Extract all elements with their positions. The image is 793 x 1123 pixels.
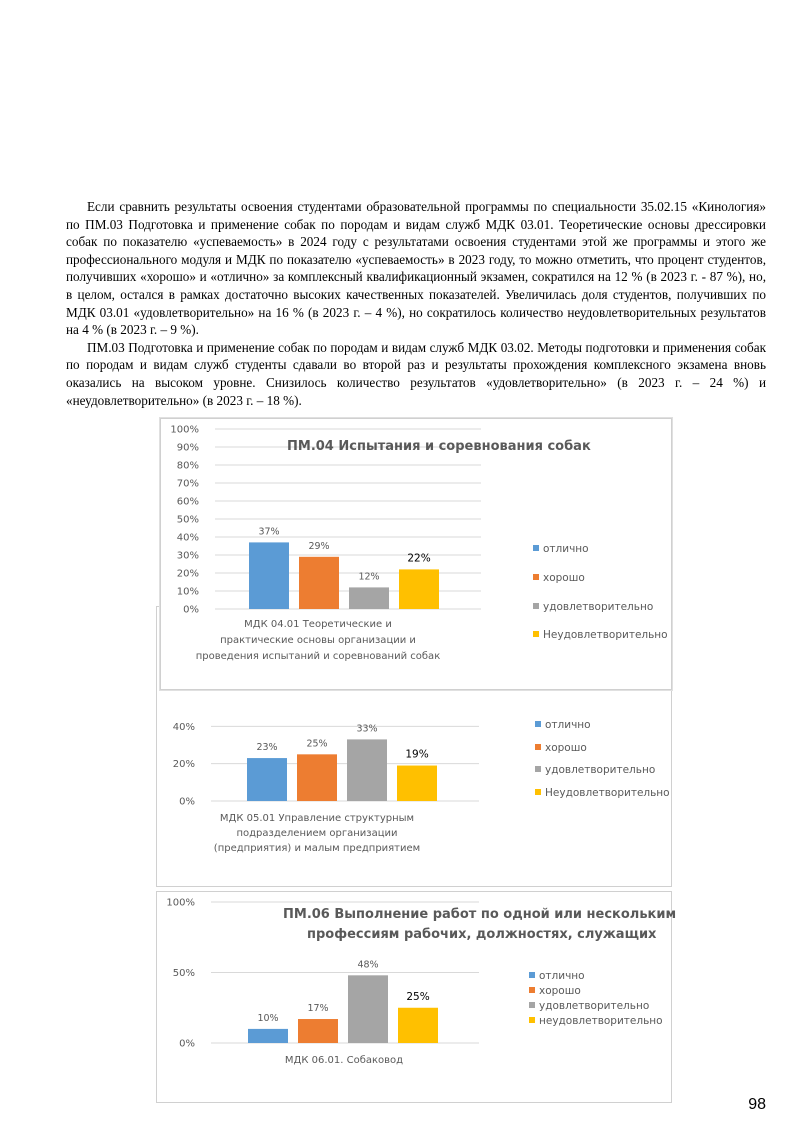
bar-4	[398, 1008, 438, 1043]
legend-swatch	[533, 545, 539, 551]
bar-1	[249, 542, 289, 609]
legend-swatch	[533, 603, 539, 609]
y-tick-label: 90%	[176, 442, 199, 454]
category-label: МДК 05.01 Управление структурным	[219, 813, 415, 824]
legend-label: неудовлетворительно	[539, 1015, 663, 1027]
y-tick-label: 20%	[172, 759, 195, 771]
y-tick-label: 10%	[176, 586, 199, 598]
bar-2	[299, 557, 339, 609]
bar-2	[298, 1019, 338, 1043]
legend-swatch	[533, 631, 539, 637]
bar-3	[349, 587, 389, 609]
chart-title: профессиям рабочих, должностях, служащих	[307, 927, 657, 942]
bar-2	[297, 754, 337, 801]
legend-label: отлично	[545, 719, 591, 731]
y-tick-label: 80%	[176, 460, 199, 472]
legend-swatch	[529, 972, 535, 978]
data-label: 10%	[257, 1012, 279, 1024]
legend-label: Неудовлетворительно	[543, 629, 668, 641]
data-label: 29%	[308, 540, 330, 552]
chart-pm04-svg	[161, 419, 671, 689]
data-label: 19%	[405, 748, 429, 761]
legend-swatch	[533, 574, 539, 580]
y-tick-label: 60%	[176, 496, 199, 508]
y-tick-label: 50%	[176, 514, 199, 526]
category-label: МДК 06.01. Собаковод	[284, 1055, 404, 1066]
y-tick-label: 100%	[166, 897, 195, 909]
chart-pm06-svg	[157, 892, 677, 1102]
y-tick-label: 40%	[172, 721, 195, 733]
paragraph: Если сравнить результаты освоения студентами образовательной программы по специальности 35.02.15 «Кинология» по ПМ.03 Подготовка и применение собак по породам и видам служб МДК 03.01. Теоретические основы дрессировки собак по показателю «успеваемость» в 2024 году с результатами освоения студентами этой же программы и этого же профессионального модуля и МДК по показателю «успеваемость» в 2023 году, то можно отметить, что процент студентов, получивших «хорошо» и «отлично» за комплексный квалификационный экзамен, сократился на 12 % (в 2023 г. - 87 %), но, в целом, остался в рамках достаточно высоких качественных показателей. Увеличилась доля студентов, получивших по МДК 03.01 «удовлетворительно» на 16 % (в 2023 г. – 4 %), но сократилось количество неудовлетворительных результатов на 4 % (в 2023 г. – 9 %).	[66, 199, 766, 338]
data-label: 48%	[357, 959, 379, 971]
y-tick-label: 70%	[176, 478, 199, 490]
bar-1	[247, 758, 287, 801]
body-text	[66, 198, 766, 409]
paragraph: ПМ.03 Подготовка и применение собак по породам и видам служб МДК 03.02. Методы подготовки и применения собак по породам и видам служб студенты сдавали во второй раз и результаты прохождения комплексного экзамена вновь оказались на высоком уровне. Снизилось количество результатов «удовлетворительно» (в 2023 г. – 24 %) и «неудовлетворительно» (в 2023 г. – 18 %).	[66, 339, 766, 408]
page-number: 98	[748, 1096, 766, 1113]
data-label: 22%	[407, 552, 431, 565]
data-label: 12%	[358, 571, 380, 583]
legend-label: удовлетворительно	[539, 1000, 650, 1012]
data-label: 17%	[307, 1003, 329, 1015]
legend-swatch	[529, 987, 535, 993]
y-tick-label: 0%	[179, 796, 195, 808]
bar-1	[248, 1029, 288, 1043]
y-tick-label: 100%	[170, 424, 199, 436]
y-tick-label: 40%	[176, 532, 199, 544]
category-label: подразделением организации	[236, 828, 398, 839]
y-tick-label: 0%	[179, 1038, 195, 1050]
legend-label: отлично	[539, 970, 585, 982]
data-label: 25%	[406, 990, 430, 1003]
bar-4	[399, 569, 439, 609]
bar-4	[397, 766, 437, 801]
chart-pm06	[156, 891, 677, 1103]
legend-swatch	[529, 1002, 535, 1008]
y-tick-label: 50%	[172, 968, 195, 979]
legend-label: хорошо	[545, 742, 587, 754]
legend-swatch	[529, 1017, 535, 1023]
data-label: 23%	[256, 742, 278, 754]
y-tick-label: 20%	[176, 568, 199, 580]
chart-title: ПМ.04 Испытания и соревнования собак	[287, 439, 591, 454]
legend-label: Неудовлетворительно	[545, 787, 670, 799]
data-label: 25%	[306, 738, 328, 750]
bar-3	[348, 975, 388, 1043]
category-label: проведения испытаний и соревнований собак	[195, 651, 441, 662]
data-label: 37%	[258, 526, 280, 538]
legend-label: отлично	[543, 543, 589, 555]
chart-pm04	[160, 418, 672, 690]
chart-title: ПМ.06 Выполнение работ по одной или нескольким	[283, 907, 677, 922]
category-label: практические основы организации и	[220, 635, 416, 646]
legend-label: хорошо	[543, 572, 585, 584]
bar-3	[347, 739, 387, 801]
legend-swatch	[535, 789, 541, 795]
category-label: МДК 04.01 Теоретические и	[244, 619, 392, 630]
legend-swatch	[535, 721, 541, 727]
legend-swatch	[535, 744, 541, 750]
legend-swatch	[535, 766, 541, 772]
legend-label: удовлетворительно	[543, 601, 654, 613]
y-tick-label: 0%	[183, 604, 199, 616]
y-tick-label: 30%	[176, 550, 199, 562]
data-label: 33%	[356, 723, 378, 735]
legend-label: хорошо	[539, 985, 581, 997]
legend-label: удовлетворительно	[545, 764, 656, 776]
category-label: (предприятия) и малым предприятием	[213, 843, 421, 854]
